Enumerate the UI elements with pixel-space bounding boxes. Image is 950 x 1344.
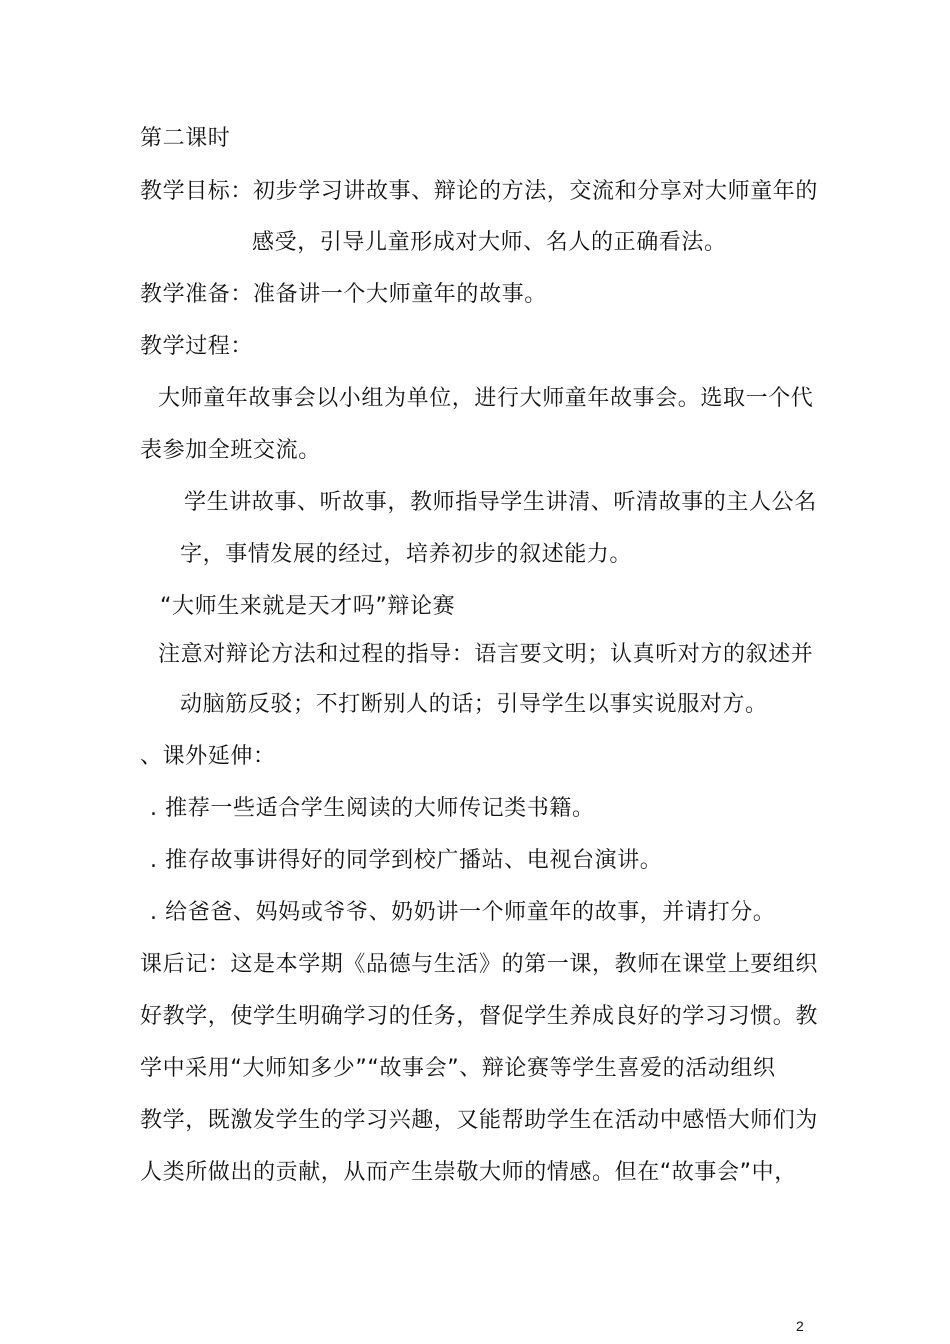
paragraph-line: 动脑筋反驳；不打断别人的话；引导学生以事实说服对方。 — [180, 692, 768, 717]
paragraph-line: 教学，既激发学生的学习兴趣，又能帮助学生在活动中感悟大师们为 — [140, 1108, 819, 1133]
paragraph-line: 教学过程： — [140, 334, 254, 359]
paragraph-line: 字，事情发展的经过，培养初步的叙述能力。 — [180, 542, 633, 567]
paragraph-line: 表参加全班交流。 — [140, 438, 321, 463]
paragraph-line: 、课外延伸： — [140, 744, 276, 769]
paragraph-line: “大师生来就是天才吗”辩论赛 — [160, 594, 456, 619]
paragraph-line: 注意对辩论方法和过程的指导：语言要文明；认真听对方的叙述并 — [158, 642, 814, 667]
heading-lesson: 第二课时 — [140, 126, 231, 151]
paragraph-line: 大师童年故事会以小组为单位，进行大师童年故事会。选取一个代 — [158, 386, 814, 411]
list-item: . 推存故事讲得好的同学到校广播站、电视台演讲。 — [150, 848, 663, 873]
paragraph-line: 感受，引导儿童形成对大师、名人的正确看法。 — [252, 230, 727, 255]
paragraph-line: 学生讲故事、听故事，教师指导学生讲清、听清故事的主人公名 — [184, 490, 817, 515]
list-item: . 给爸爸、妈妈或爷爷、奶奶讲一个师童年的故事，并请打分。 — [150, 900, 776, 925]
paragraph-line: 教学准备：准备讲一个大师童年的故事。 — [140, 282, 547, 307]
paragraph-line: 教学目标：初步学习讲故事、辩论的方法，交流和分享对大师童年的 — [140, 179, 819, 204]
paragraph-line: 人类所做出的贡献，从而产生崇敬大师的情感。但在“故事会”中， — [140, 1160, 797, 1185]
list-item: . 推荐一些适合学生阅读的大师传记类书籍。 — [150, 796, 595, 821]
paragraph-line: 课后记：这是本学期《品德与生活》的第一课，教师在课堂上要组织 — [140, 952, 819, 977]
paragraph-line: 学中采用“大师知多少”“故事会”、辩论赛等学生喜爱的活动组织 — [140, 1056, 776, 1081]
paragraph-line: 好教学，使学生明确学习的任务，督促学生养成良好的学习习惯。教 — [140, 1004, 819, 1029]
page-number: 2 — [796, 1318, 804, 1334]
